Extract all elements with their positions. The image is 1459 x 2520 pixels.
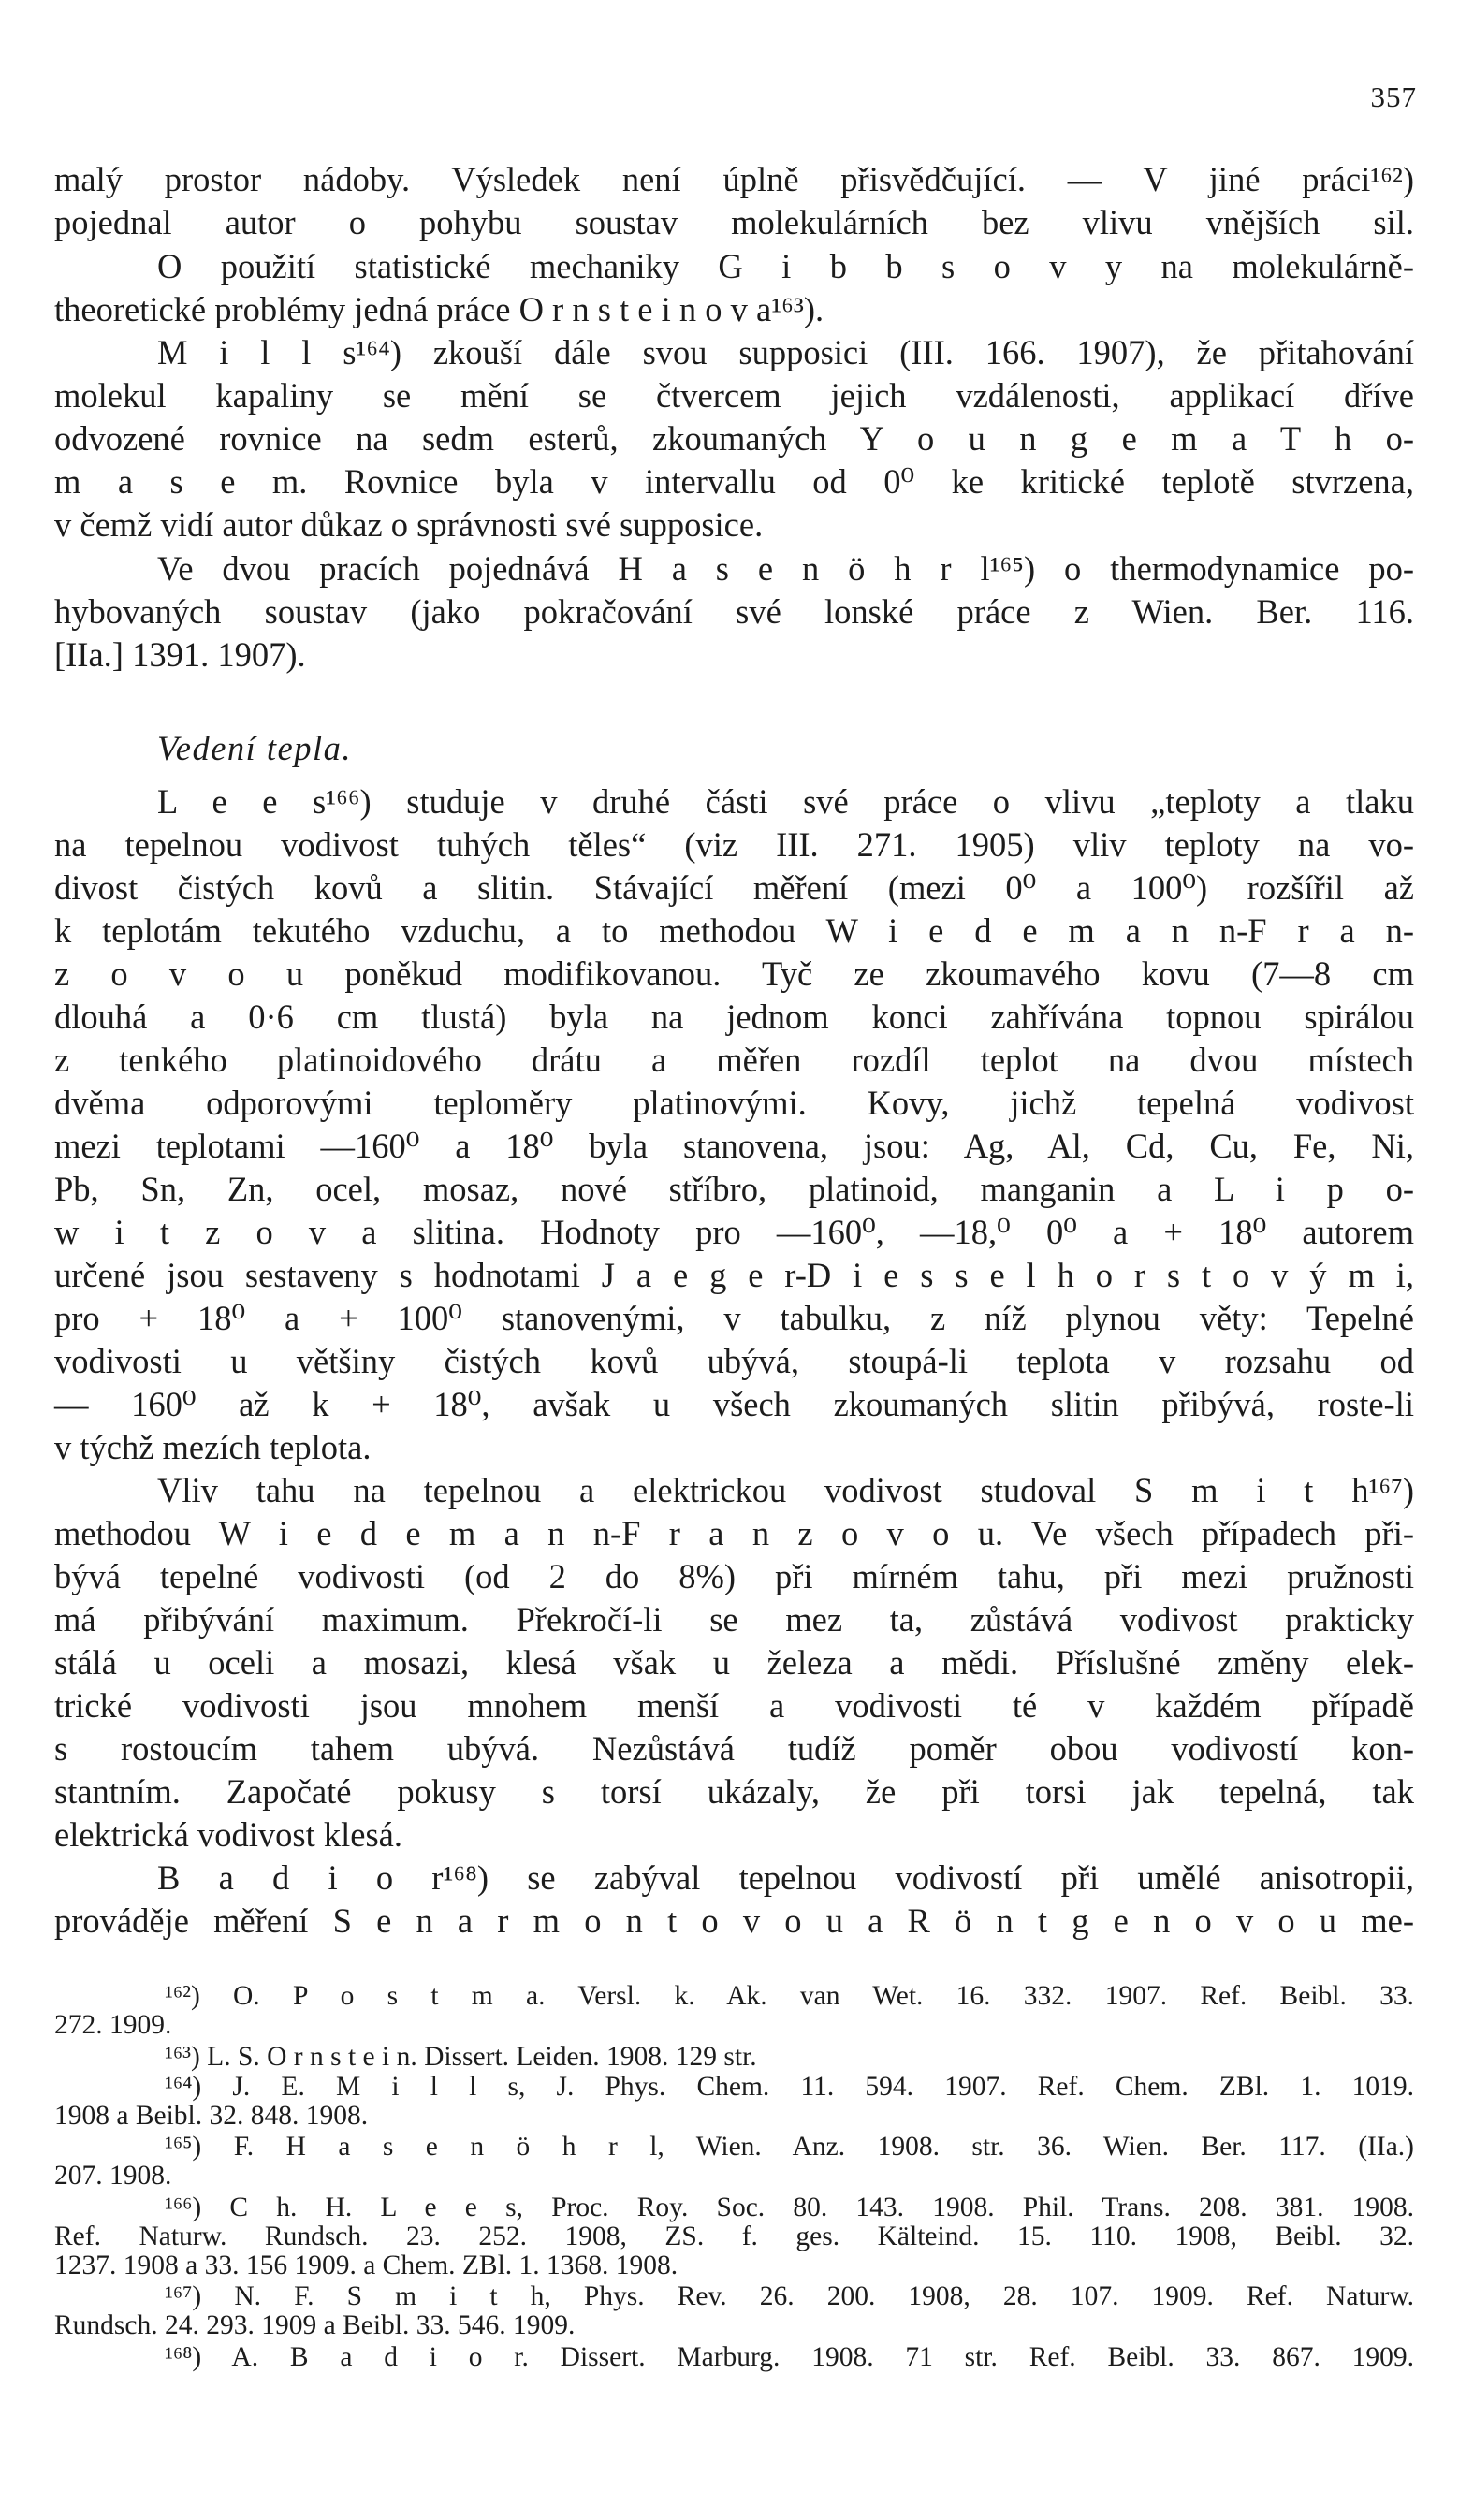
text-line: bývá tepelné vodivosti (od 2 do 8%) při mírném tahu, při mezi pružnosti [54, 1557, 1414, 1595]
footnote-line: ¹⁶⁵) F. H a s e n ö h r l, Wien. Anz. 1908. str. 36. Wien. Ber. 117. (IIa.) [165, 2132, 1414, 2162]
text-line: w i t z o v a slitina. Hodnoty pro —160⁰, —18,⁰ 0⁰ a + 18⁰ autorem [54, 1213, 1414, 1251]
text-line: malý prostor nádoby. Výsledek není úplně přisvědčující. — V jiné práci¹⁶²) [54, 160, 1414, 198]
text-line: pro + 18⁰ a + 100⁰ stanovenými, v tabulku, z níž plynou věty: Tepelné [54, 1299, 1414, 1337]
text-line: L e e s¹⁶⁶) studuje v druhé části své práce o vlivu „teploty a tlaku [157, 782, 1414, 821]
footnote-line: 1908 a Beibl. 32. 848. 1908. [54, 2101, 369, 2131]
text-line: k teplotám tekutého vzduchu, a to methodou W i e d e m a n n-F r a n- [54, 911, 1414, 950]
text-line: elektrická vodivost klesá. [54, 1815, 402, 1854]
footnote-line: ¹⁶⁴) J. E. M i l l s, J. Phys. Chem. 11. 594. 1907. Ref. Chem. ZBl. 1. 1019. [165, 2072, 1414, 2102]
text-line: na tepelnou vodivost tuhých těles“ (viz III. 271. 1905) vliv teploty na vo- [54, 825, 1414, 864]
text-line: z tenkého platinoidového drátu a měřen rozdíl teplot na dvou místech [54, 1041, 1414, 1079]
text-line: molekul kapaliny se mění se čtvercem jejich vzdálenosti, applikací dříve [54, 376, 1414, 415]
footnote-line: ¹⁶²) O. P o s t m a. Versl. k. Ak. van Wet. 16. 332. 1907. Ref. Beibl. 33. [165, 1981, 1414, 2011]
text-line: pojednal autor o pohybu soustav molekulárních bez vlivu vnějších sil. [54, 203, 1414, 241]
footnote-line: Rundsch. 24. 293. 1909 a Beibl. 33. 546. 1909. [54, 2310, 576, 2340]
text-line: — 160⁰ až k + 18⁰, avšak u všech zkoumaných slitin přibývá, roste-li [54, 1385, 1414, 1423]
text-line: [IIa.] 1391. 1907). [54, 635, 306, 674]
footnote-line: 207. 1908. [54, 2161, 172, 2191]
text-line: odvozené rovnice na sedm esterů, zkoumaných Y o u n g e m a T h o- [54, 419, 1414, 458]
text-line: má přibývání maximum. Překročí-li se mez ta, zůstává vodivost prakticky [54, 1600, 1414, 1639]
text-line: Ve dvou pracích pojednává H a s e n ö h r l¹⁶⁵) o thermodynamice po- [157, 549, 1414, 588]
footnote-line: 1237. 1908 a 33. 156 1909. a Chem. ZBl. 1. 1368. 1908. [54, 2251, 678, 2280]
text-line: B a d i o r¹⁶⁸) se zabýval tepelnou vodivostí při umělé anisotropii, [157, 1858, 1414, 1897]
text-line: mezi teplotami —160⁰ a 18⁰ byla stanovena, jsou: Ag, Al, Cd, Cu, Fe, Ni, [54, 1127, 1414, 1165]
footnote-line: ¹⁶⁸) A. B a d i o r. Dissert. Marburg. 1908. 71 str. Ref. Beibl. 33. 867. 1909. [165, 2342, 1414, 2372]
text-line: stálá u oceli a mosazi, klesá však u železa a mědi. Příslušné změny elek- [54, 1643, 1414, 1682]
footnote-line: 272. 1909. [54, 2010, 172, 2040]
footnote-line: ¹⁶⁶) C h. H. L e e s, Proc. Roy. Soc. 80. 143. 1908. Phil. Trans. 208. 381. 1908. [165, 2192, 1414, 2222]
text-line: s rostoucím tahem ubývá. Nezůstává tudíž poměr obou vodivostí kon- [54, 1729, 1414, 1768]
text-line: methodou W i e d e m a n n-F r a n z o v o u. Ve všech případech při- [54, 1514, 1414, 1552]
section-heading: Vedení tepla. [157, 729, 353, 767]
text-line: v týchž mezích teplota. [54, 1428, 372, 1466]
text-line: hybovaných soustav (jako pokračování své lonské práce z Wien. Ber. 116. [54, 592, 1414, 631]
text-line: theoretické problémy jedná práce O r n s t e i n o v a¹⁶³). [54, 290, 824, 328]
text-line: Vliv tahu na tepelnou a elektrickou vodivost studoval S m i t h¹⁶⁷) [157, 1471, 1414, 1509]
text-line: O použití statistické mechaniky G i b b s o v y na molekulárně- [157, 247, 1414, 285]
text-line: Pb, Sn, Zn, ocel, mosaz, nové stříbro, platinoid, manganin a L i p o- [54, 1170, 1414, 1208]
text-line: dlouhá a 0·6 cm tlustá) byla na jednom konci zahřívána topnou spirálou [54, 998, 1414, 1036]
text-line: prováděje měření S e n a r m o n t o v o u a R ö n t g e n o v o u me- [54, 1901, 1414, 1940]
text-line: m a s e m. Rovnice byla v intervallu od 0⁰ ke kritické teplotě stvrzena, [54, 462, 1414, 501]
text-line: v čemž vidí autor důkaz o správnosti své supposice. [54, 505, 764, 544]
footnote-line: ¹⁶³) L. S. O r n s t e i n. Dissert. Leiden. 1908. 129 str. [165, 2042, 757, 2072]
text-line: určené jsou sestaveny s hodnotami J a e g e r-D i e s s e l h o r s t o v ý m i, [54, 1256, 1414, 1294]
text-line: vodivosti u většiny čistých kovů ubývá, stoupá-li teplota v rozsahu od [54, 1342, 1414, 1380]
text-line: M i l l s¹⁶⁴) zkouší dále svou supposici (III. 166. 1907), že přitahování [157, 333, 1414, 371]
footnote-line: ¹⁶⁷) N. F. S m i t h, Phys. Rev. 26. 200. 1908, 28. 107. 1909. Ref. Naturw. [165, 2281, 1414, 2311]
text-line: z o v o u poněkud modifikovanou. Tyč ze zkoumavého kovu (7—8 cm [54, 954, 1414, 993]
text-line: stantním. Započaté pokusy s torsí ukázaly, že při torsi jak tepelná, tak [54, 1772, 1414, 1811]
text-line: divost čistých kovů a slitin. Stávající měření (mezi 0⁰ a 100⁰) rozšířil až [54, 868, 1414, 907]
page-number: 357 [1370, 80, 1417, 113]
text-line: trické vodivosti jsou mnohem menší a vodivosti té v každém případě [54, 1686, 1414, 1725]
text-line: dvěma odporovými teploměry platinovými. Kovy, jichž tepelná vodivost [54, 1084, 1414, 1122]
footnote-line: Ref. Naturw. Rundsch. 23. 252. 1908, ZS. f. ges. Kälteind. 15. 110. 1908, Beibl. 32. [54, 2221, 1414, 2251]
